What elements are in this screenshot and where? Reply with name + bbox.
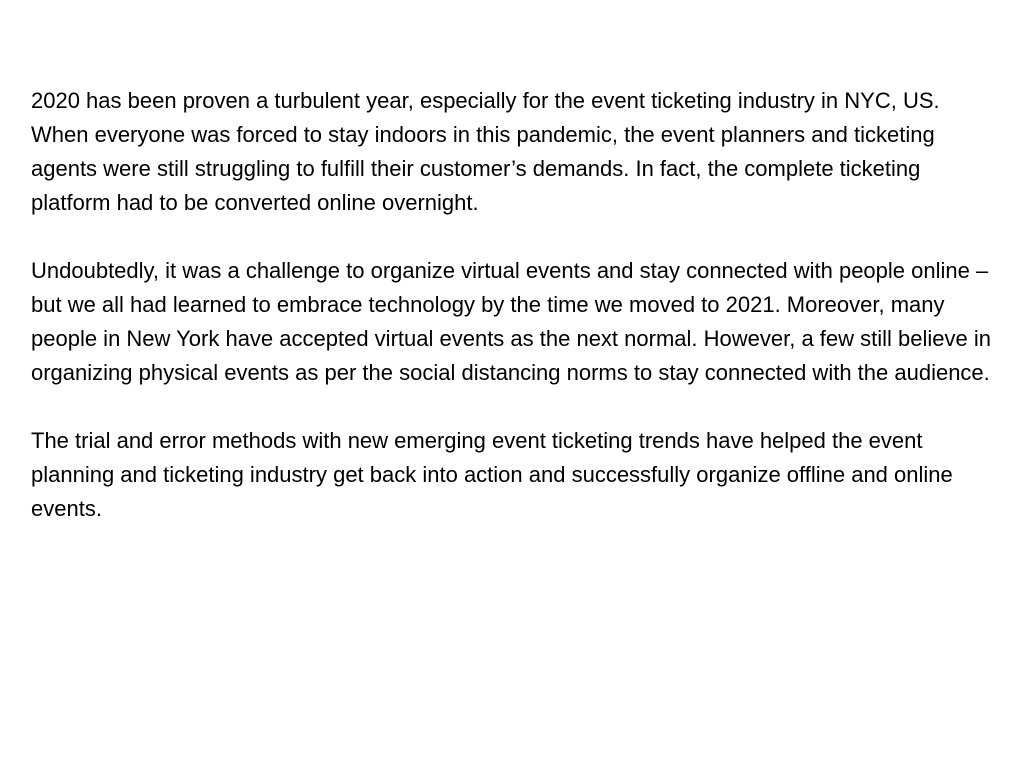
paragraph-2: Undoubtedly, it was a challenge to organize virtual events and stay connected with people online – but we all had learned to embrace technology by the time we moved to 2021. Moreover, many people in New York have accepted virtual events as the next normal. However, a few still believe in organizing physical events as per the social distancing norms to stay connected with the audience. [31, 258, 991, 385]
paragraph-3: The trial and error methods with new emerging event ticketing trends have helped the event planning and ticketing industry get back into action and successfully organize offline and online events. [31, 428, 953, 521]
slide-body [31, 84, 999, 526]
paragraph-1: 2020 has been proven a turbulent year, especially for the event ticketing industry in NYC, US. When everyone was forced to stay indoors in this pandemic, the event planners and ticketing agents were still struggling to fulfill their customer’s demands. In fact, the complete ticketing platform had to be converted online overnight. [31, 88, 940, 215]
